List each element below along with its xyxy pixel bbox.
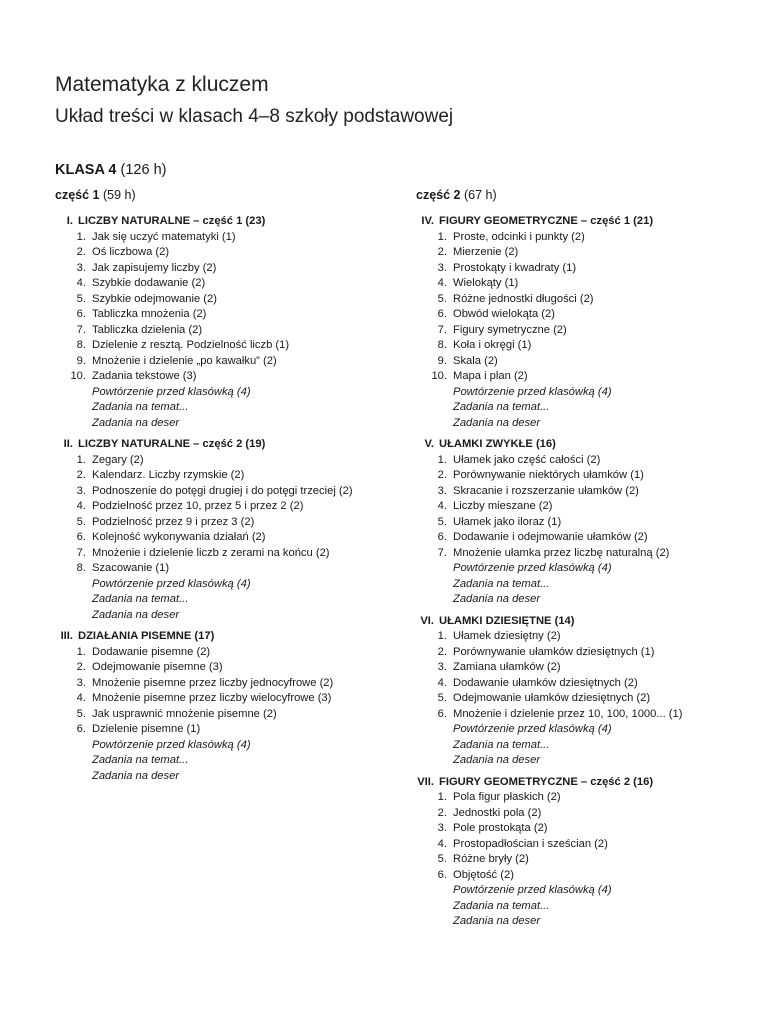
extra-activities	[416, 385, 761, 432]
left-column	[55, 187, 395, 784]
topic-item	[416, 292, 761, 308]
topic-item	[416, 468, 761, 484]
topic-item	[416, 837, 761, 853]
topic-text: Szybkie odejmowanie (2)	[92, 292, 217, 305]
topic-item	[55, 722, 395, 738]
topic-text: Ułamek dziesiętny (2)	[453, 630, 561, 642]
part-label: część 2	[416, 188, 461, 202]
topic-item	[55, 691, 395, 707]
topic-item	[55, 276, 395, 292]
extra-activity: Powtórzenie przed klasówką (4)	[92, 385, 251, 398]
chapter-section	[416, 437, 761, 608]
topic-number: 3.	[76, 676, 86, 689]
chapter-title: UŁAMKI DZIESIĘTNE (14)	[439, 614, 575, 627]
topic-item	[416, 707, 761, 723]
topic-text: Kalendarz. Liczby rzymskie (2)	[92, 469, 245, 481]
topic-number: 6.	[437, 531, 447, 543]
extra-activity: Zadania na deser	[92, 608, 180, 621]
topic-item	[416, 868, 761, 884]
topic-item	[416, 369, 761, 385]
topic-list	[416, 629, 761, 722]
chapter-number: VI.	[420, 614, 434, 627]
topic-text: Odejmowanie ułamków dziesiętnych (2)	[453, 692, 651, 704]
topic-item	[55, 369, 395, 385]
topic-number: 6.	[437, 868, 447, 881]
topic-text: Prostopadłościan i sześcian (2)	[453, 837, 608, 850]
extra-activity: Powtórzenie przed klasówką (4)	[453, 562, 612, 574]
chapter-section	[416, 614, 761, 769]
extra-activity: Zadania na deser	[92, 769, 180, 782]
topic-number: 6.	[76, 308, 86, 320]
topic-text: Różne jednostki długości (2)	[453, 292, 594, 305]
topic-text: Figury symetryczne (2)	[453, 323, 567, 336]
part-hours: (67 h)	[463, 188, 497, 202]
topic-item	[55, 484, 395, 500]
topic-text: Mnożenie pisemne przez liczby wielocyfrowe (3)	[92, 692, 332, 704]
extra-activity: Zadania na temat...	[453, 401, 550, 413]
topic-item	[416, 230, 761, 246]
topic-text: Jak się uczyć matematyki (1)	[92, 230, 236, 243]
extra-activity: Zadania na deser	[92, 416, 180, 429]
topic-item	[55, 561, 395, 577]
topic-text: Dzielenie pisemne (1)	[92, 723, 201, 735]
chapter-number: III.	[60, 630, 73, 642]
topic-text: Tabliczka mnożenia (2)	[92, 308, 207, 320]
extra-activities	[416, 561, 761, 608]
topic-text: Szacowanie (1)	[92, 562, 170, 574]
class-hours: (126 h)	[120, 162, 167, 178]
topic-number: 5.	[76, 515, 86, 528]
extra-activity: Powtórzenie przed klasówką (4)	[453, 884, 612, 896]
topic-text: Zadania tekstowe (3)	[92, 370, 197, 382]
part-label: część 1	[55, 188, 100, 202]
topic-text: Tabliczka dzielenia (2)	[92, 323, 203, 336]
topic-item	[416, 645, 761, 661]
chapter-section	[416, 775, 761, 930]
topic-text: Wielokąty (1)	[453, 277, 519, 289]
topic-text: Ułamek jako iloraz (1)	[453, 515, 562, 528]
topic-item	[55, 546, 395, 562]
chapter-heading	[416, 614, 761, 630]
topic-item	[416, 261, 761, 277]
topic-number: 4.	[76, 500, 86, 512]
topic-number: 4.	[76, 277, 86, 289]
topic-item	[416, 515, 761, 531]
topic-number: 3.	[437, 661, 447, 673]
topic-number: 7.	[437, 546, 447, 559]
chapter-number: I.	[66, 215, 73, 227]
topic-text: Podzielność przez 10, przez 5 i przez 2 (2)	[92, 500, 304, 512]
topic-text: Kolejność wykonywania działań (2)	[92, 531, 266, 543]
topic-number: 4.	[437, 277, 447, 289]
part-heading-2	[416, 187, 761, 214]
topic-text: Jak usprawnić mnożenie pisemne (2)	[92, 707, 277, 720]
document-subtitle: Układ treści w klasach 4–8 szkoły podstawowej	[55, 106, 454, 127]
topic-number: 2.	[437, 806, 447, 819]
extra-activity: Zadania na temat...	[92, 401, 189, 413]
topic-text: Różne bryły (2)	[453, 853, 529, 865]
chapter-section	[55, 437, 395, 623]
extra-activities	[55, 577, 395, 624]
class-heading	[55, 160, 166, 180]
topic-number: 2.	[76, 469, 86, 481]
extra-activity: Powtórzenie przed klasówką (4)	[92, 577, 251, 590]
topic-item	[416, 629, 761, 645]
topic-number: 6.	[437, 707, 447, 720]
extra-activity: Powtórzenie przed klasówką (4)	[453, 385, 612, 398]
topic-number: 6.	[76, 531, 86, 543]
topic-number: 2.	[76, 246, 86, 258]
topic-item	[55, 499, 395, 515]
topic-item	[55, 323, 395, 339]
topic-text: Obwód wielokąta (2)	[453, 308, 555, 320]
topic-text: Mnożenie pisemne przez liczby jednocyfrowe (2)	[92, 676, 334, 689]
topic-number: 1.	[437, 791, 447, 803]
topic-text: Skala (2)	[453, 354, 498, 367]
topic-number: 7.	[76, 323, 86, 336]
chapter-section	[416, 214, 761, 431]
topic-text: Dodawanie pisemne (2)	[92, 645, 211, 658]
topic-number: 1.	[437, 453, 447, 466]
extra-activity: Powtórzenie przed klasówką (4)	[92, 738, 251, 751]
class-name: KLASA 4	[55, 162, 117, 178]
chapter-heading	[55, 214, 395, 230]
topic-number: 7.	[437, 323, 447, 336]
part-hours: (59 h)	[102, 188, 136, 202]
topic-number: 4.	[437, 837, 447, 850]
topic-number: 3.	[76, 484, 86, 497]
extra-activity: Zadania na temat...	[453, 738, 550, 751]
topic-text: Mierzenie (2)	[453, 246, 519, 258]
topic-number: 5.	[76, 292, 86, 305]
topic-item	[416, 821, 761, 837]
topic-number: 8.	[76, 562, 86, 574]
topic-item	[416, 806, 761, 822]
topic-number: 5.	[437, 692, 447, 704]
chapter-title: FIGURY GEOMETRYCZNE – część 1 (21)	[439, 215, 654, 227]
topic-number: 2.	[437, 469, 447, 481]
topic-list	[416, 790, 761, 883]
chapter-heading	[416, 775, 761, 791]
topic-list	[55, 453, 395, 577]
topic-text: Skracanie i rozszerzanie ułamków (2)	[453, 484, 639, 497]
chapter-title: UŁAMKI ZWYKŁE (16)	[439, 438, 556, 450]
topic-item	[416, 323, 761, 339]
topic-text: Ułamek jako część całości (2)	[453, 453, 601, 466]
topic-number: 3.	[437, 261, 447, 274]
topic-item	[416, 245, 761, 261]
topic-item	[55, 468, 395, 484]
topic-item	[55, 676, 395, 692]
topic-item	[416, 499, 761, 515]
extra-activities	[55, 738, 395, 785]
chapter-title: LICZBY NATURALNE – część 1 (23)	[78, 215, 266, 227]
chapter-title: LICZBY NATURALNE – część 2 (19)	[78, 438, 266, 450]
topic-number: 3.	[437, 822, 447, 834]
topic-item	[55, 292, 395, 308]
chapter-heading	[55, 629, 395, 645]
topic-text: Podzielność przez 9 i przez 3 (2)	[92, 515, 255, 528]
extra-activity: Zadania na temat...	[453, 577, 550, 590]
topic-item	[416, 338, 761, 354]
extra-activities	[55, 385, 395, 432]
topic-number: 5.	[437, 292, 447, 305]
topic-item	[55, 645, 395, 661]
document-title: Matematyka z kluczem	[55, 73, 269, 96]
topic-number: 9.	[76, 354, 86, 367]
topic-number: 5.	[76, 707, 86, 720]
topic-list	[416, 453, 761, 562]
topic-item	[416, 276, 761, 292]
topic-text: Jednostki pola (2)	[453, 806, 542, 819]
topic-item	[55, 245, 395, 261]
topic-text: Mnożenie i dzielenie „po kawałku” (2)	[92, 354, 277, 367]
extra-activity: Zadania na deser	[453, 593, 541, 605]
topic-item	[416, 676, 761, 692]
right-column	[416, 187, 761, 930]
chapter-heading	[416, 214, 761, 230]
topic-text: Proste, odcinki i punkty (2)	[453, 230, 585, 243]
chapter-number: VII.	[417, 775, 434, 788]
topic-text: Koła i okręgi (1)	[453, 339, 532, 351]
topic-item	[416, 307, 761, 323]
topic-text: Porównywanie niektórych ułamków (1)	[453, 469, 644, 481]
topic-item	[416, 790, 761, 806]
topic-number: 8.	[437, 339, 447, 351]
chapter-title: DZIAŁANIA PISEMNE (17)	[78, 630, 215, 642]
topic-number: 3.	[76, 261, 86, 274]
topic-number: 10.	[70, 370, 86, 382]
topic-number: 2.	[76, 661, 86, 673]
topic-text: Pola figur płaskich (2)	[453, 791, 561, 803]
sections-list	[416, 214, 761, 930]
extra-activity: Zadania na deser	[453, 754, 541, 766]
topic-item	[55, 230, 395, 246]
topic-text: Dodawanie i odejmowanie ułamków (2)	[453, 531, 648, 543]
chapter-heading	[55, 437, 395, 453]
chapter-section	[55, 214, 395, 431]
topic-number: 1.	[437, 230, 447, 243]
topic-number: 10.	[431, 370, 447, 382]
topic-number: 5.	[437, 515, 447, 528]
extra-activity: Zadania na temat...	[453, 899, 550, 912]
topic-item	[55, 338, 395, 354]
topic-text: Mapa i plan (2)	[453, 370, 528, 382]
topic-number: 2.	[437, 645, 447, 658]
extra-activity: Zadania na temat...	[92, 593, 189, 605]
extra-activity: Powtórzenie przed klasówką (4)	[453, 723, 612, 735]
topic-item	[416, 484, 761, 500]
topic-item	[416, 691, 761, 707]
topic-item	[55, 660, 395, 676]
topic-text: Dodawanie ułamków dziesiętnych (2)	[453, 676, 638, 689]
extra-activity: Zadania na deser	[453, 915, 541, 927]
extra-activities	[416, 722, 761, 769]
topic-item	[55, 453, 395, 469]
topic-text: Mnożenie i dzielenie przez 10, 100, 1000... (1)	[453, 707, 683, 720]
topic-text: Odejmowanie pisemne (3)	[92, 661, 223, 673]
topic-text: Pole prostokąta (2)	[453, 822, 548, 834]
topic-item	[416, 453, 761, 469]
topic-item	[55, 515, 395, 531]
topic-item	[416, 546, 761, 562]
topic-number: 7.	[76, 546, 86, 559]
topic-item	[55, 707, 395, 723]
extra-activity: Zadania na temat...	[92, 754, 189, 766]
topic-text: Zamiana ułamków (2)	[453, 661, 561, 673]
sections-list	[55, 214, 395, 784]
chapter-title: FIGURY GEOMETRYCZNE – część 2 (16)	[439, 775, 654, 788]
chapter-number: V.	[424, 438, 434, 450]
topic-number: 4.	[437, 500, 447, 512]
topic-item	[55, 530, 395, 546]
topic-number: 3.	[437, 484, 447, 497]
topic-text: Oś liczbowa (2)	[92, 246, 170, 258]
topic-item	[416, 660, 761, 676]
topic-number: 1.	[76, 453, 86, 466]
topic-text: Szybkie dodawanie (2)	[92, 277, 206, 289]
topic-list	[416, 230, 761, 385]
chapter-number: II.	[63, 438, 73, 450]
topic-number: 9.	[437, 354, 447, 367]
topic-text: Dzielenie z resztą. Podzielność liczb (1)	[92, 339, 290, 351]
topic-list	[55, 645, 395, 738]
topic-text: Podnoszenie do potęgi drugiej i do potęgi trzeciej (2)	[92, 484, 353, 497]
chapter-section	[55, 629, 395, 784]
topic-number: 4.	[76, 692, 86, 704]
chapter-heading	[416, 437, 761, 453]
topic-text: Mnożenie ułamka przez liczbę naturalną (2)	[453, 546, 670, 559]
part-heading-1	[55, 187, 395, 214]
topic-text: Porównywanie ułamków dziesiętnych (1)	[453, 645, 655, 658]
topic-number: 1.	[76, 645, 86, 658]
topic-item	[416, 354, 761, 370]
extra-activities	[416, 883, 761, 930]
topic-number: 1.	[437, 630, 447, 642]
chapter-number: IV.	[421, 215, 434, 227]
topic-item	[416, 852, 761, 868]
topic-item	[55, 261, 395, 277]
topic-list	[55, 230, 395, 385]
topic-number: 2.	[437, 246, 447, 258]
topic-number: 1.	[76, 230, 86, 243]
topic-text: Prostokąty i kwadraty (1)	[453, 261, 577, 274]
topic-number: 6.	[76, 723, 86, 735]
topic-item	[416, 530, 761, 546]
extra-activity: Zadania na deser	[453, 416, 541, 429]
topic-number: 5.	[437, 853, 447, 865]
topic-text: Zegary (2)	[92, 453, 144, 466]
topic-text: Liczby mieszane (2)	[453, 500, 553, 512]
topic-text: Jak zapisujemy liczby (2)	[92, 261, 217, 274]
topic-text: Objętość (2)	[453, 868, 514, 881]
topic-text: Mnożenie i dzielenie liczb z zerami na końcu (2)	[92, 546, 330, 559]
topic-item	[55, 354, 395, 370]
topic-number: 4.	[437, 676, 447, 689]
topic-item	[55, 307, 395, 323]
topic-number: 8.	[76, 339, 86, 351]
topic-number: 6.	[437, 308, 447, 320]
